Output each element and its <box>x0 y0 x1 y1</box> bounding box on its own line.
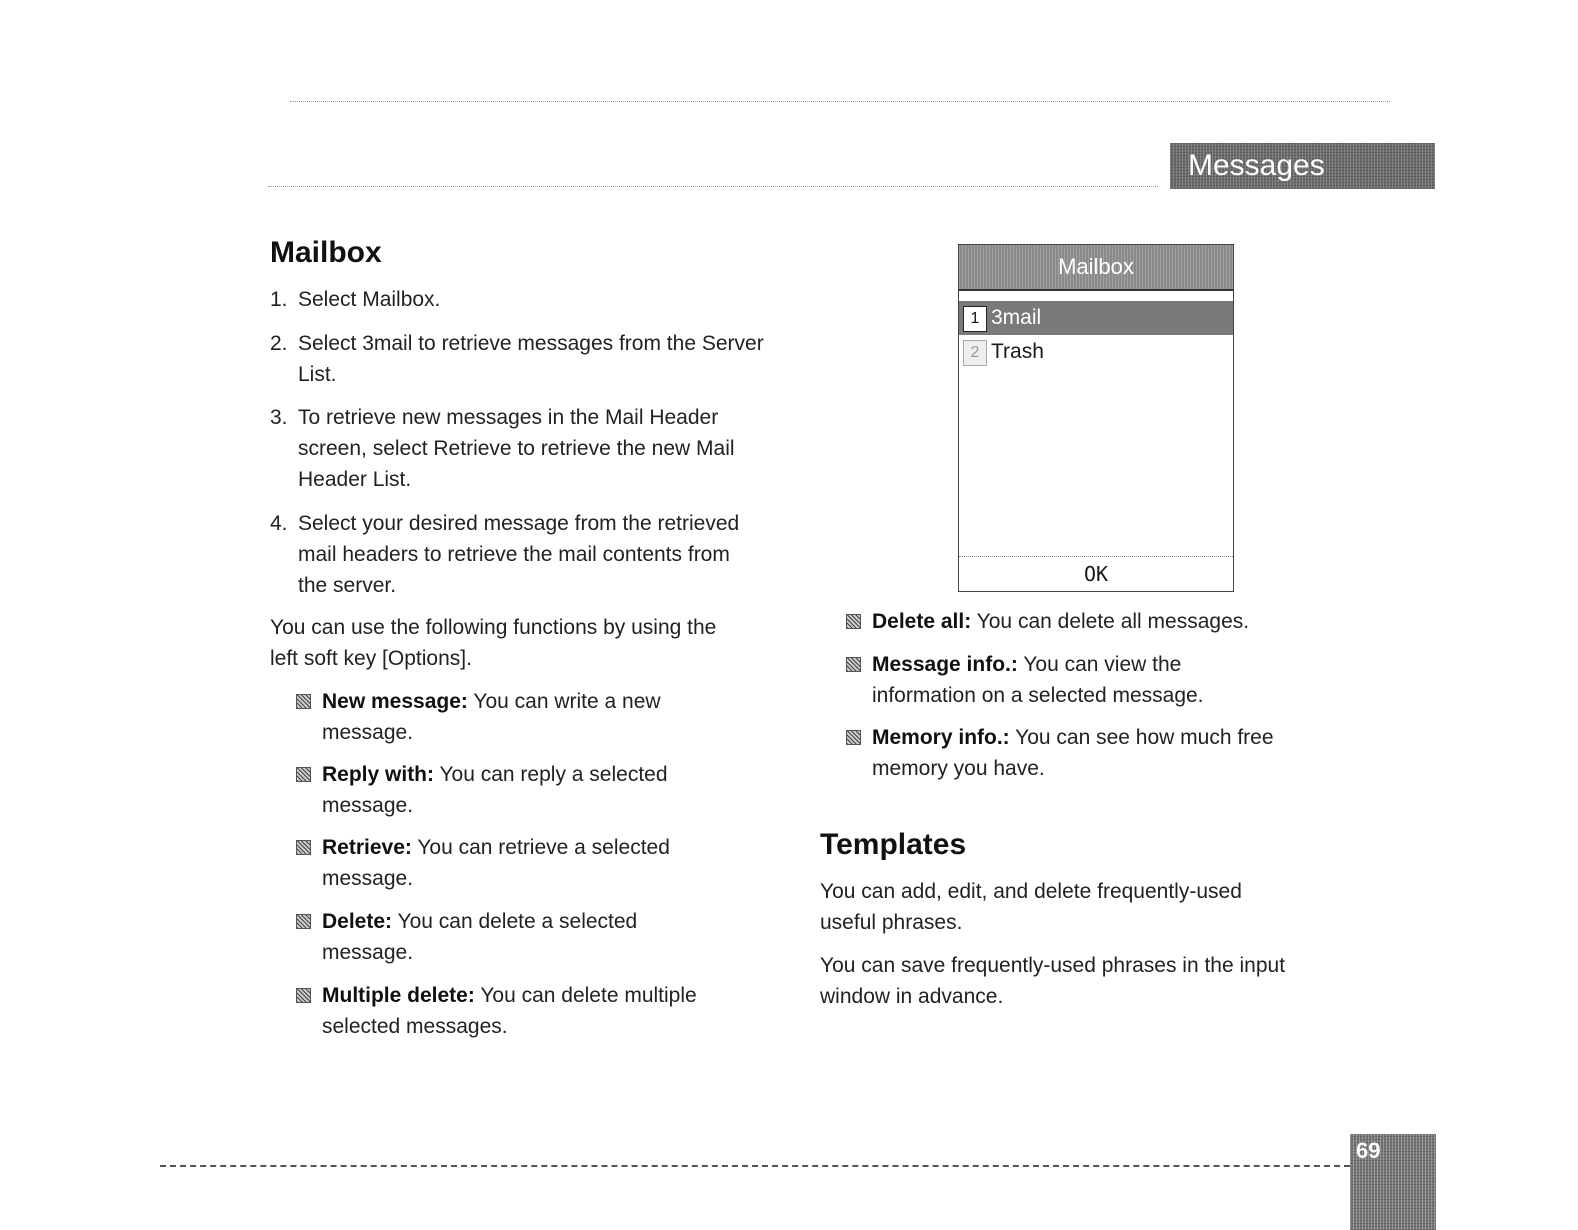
option-memory-info <box>846 722 1286 784</box>
step-text: To retrieve new messages in the Mail Header screen, select Retrieve to retrieve the new Mail Header List. <box>298 406 735 491</box>
option-reply-with <box>296 759 716 821</box>
option-delete <box>296 906 716 968</box>
menu-item-trash[interactable] <box>959 335 1233 369</box>
option-new-message <box>296 686 716 748</box>
option-term: Multiple delete: <box>322 984 475 1007</box>
option-desc: You can see how much free memory you have. <box>872 726 1274 780</box>
step-number: 4. <box>270 512 288 535</box>
phone-screen-title: Mailbox <box>959 245 1233 291</box>
option-term: Memory info.: <box>872 726 1010 749</box>
menu-key-icon <box>296 767 311 782</box>
option-desc: You can write a new message. <box>322 690 661 744</box>
step-number: 3. <box>270 406 288 429</box>
header-dotted-rule-top <box>290 101 1390 102</box>
option-multiple-delete <box>296 980 756 1042</box>
step-1 <box>270 284 770 315</box>
menu-key-icon <box>296 694 311 709</box>
step-2 <box>270 328 770 390</box>
footer-dashed-rule <box>160 1165 1350 1167</box>
page-number: 69 <box>1350 1134 1436 1230</box>
option-term: New message: <box>322 690 468 713</box>
option-delete-all <box>846 606 1306 637</box>
menu-key-icon <box>846 614 861 629</box>
ok-softkey[interactable]: OK <box>959 556 1233 591</box>
step-text: Select your desired message from the retrieved mail headers to retrieve the mail contents from the server. <box>298 512 740 597</box>
option-desc: You can delete all messages. <box>971 610 1250 633</box>
menu-key-icon <box>296 840 311 855</box>
menu-key-icon <box>846 657 861 672</box>
section-tab: Messages <box>1170 143 1435 189</box>
option-term: Delete all: <box>872 610 972 633</box>
option-message-info <box>846 649 1266 711</box>
option-desc: You can delete a selected message. <box>322 910 638 964</box>
option-desc: You can view the information on a selected message. <box>872 653 1204 707</box>
step-number: 2. <box>270 332 288 355</box>
option-term: Delete: <box>322 910 393 933</box>
step-4 <box>270 508 750 601</box>
mailbox-heading: Mailbox <box>270 236 382 269</box>
number-key-icon: 1 <box>963 306 987 332</box>
header-dotted-rule-bottom <box>268 186 1158 187</box>
phone-screen <box>958 244 1234 592</box>
number-key-icon: 2 <box>963 340 987 366</box>
step-number: 1. <box>270 288 288 311</box>
option-desc: You can reply a selected message. <box>322 763 668 817</box>
option-term: Reply with: <box>322 763 435 786</box>
menu-key-icon <box>296 988 311 1003</box>
option-desc: You can retrieve a selected message. <box>322 836 670 890</box>
templates-para-2: You can save frequently-used phrases in the input window in advance. <box>820 954 1286 1008</box>
menu-key-icon <box>846 730 861 745</box>
menu-key-icon <box>296 914 311 929</box>
templates-heading: Templates <box>820 828 967 861</box>
option-term: Retrieve: <box>322 836 412 859</box>
option-term: Message info.: <box>872 653 1018 676</box>
option-desc: You can delete multiple selected messages. <box>322 984 697 1038</box>
menu-item-3mail[interactable] <box>959 301 1233 335</box>
step-3 <box>270 402 770 495</box>
step-text: Select 3mail to retrieve messages from the Server List. <box>298 332 764 386</box>
option-retrieve <box>296 832 716 894</box>
menu-item-label: Trash <box>991 340 1044 363</box>
options-intro: You can use the following functions by using the left soft key [Options]. <box>270 616 717 670</box>
step-text: Select Mailbox. <box>298 288 441 311</box>
templates-para-1: You can add, edit, and delete frequently-used useful phrases. <box>820 880 1242 934</box>
menu-item-label: 3mail <box>991 306 1042 329</box>
